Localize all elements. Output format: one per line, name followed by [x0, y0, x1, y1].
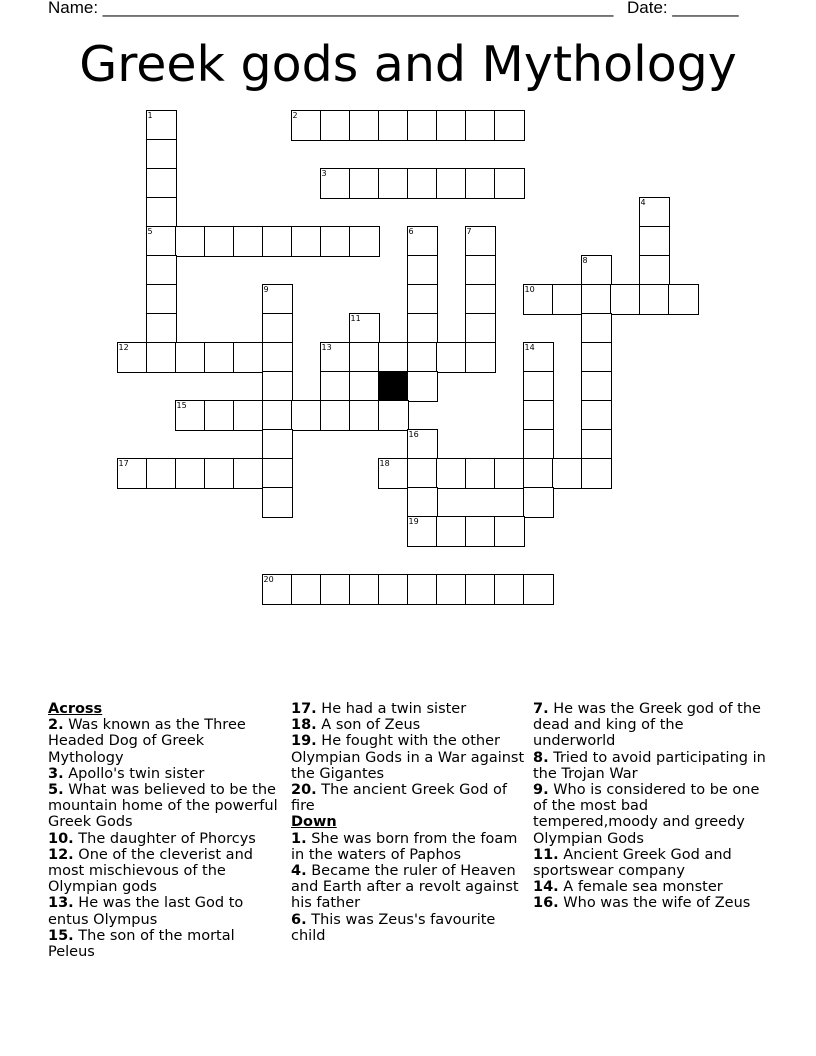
- clue-number: 3: [321, 168, 327, 178]
- grid-cell[interactable]: [407, 226, 438, 257]
- grid-cell[interactable]: [581, 284, 612, 315]
- grid-cell[interactable]: [465, 284, 496, 315]
- grid-cell[interactable]: [262, 284, 293, 315]
- grid-cell[interactable]: [407, 487, 438, 518]
- grid-cell[interactable]: [436, 342, 467, 373]
- grid-cell[interactable]: [407, 284, 438, 315]
- down-clue: 11. Ancient Greek God and sportswear company: [533, 846, 732, 880]
- grid-cell[interactable]: [494, 458, 525, 489]
- grid-cell[interactable]: [378, 110, 409, 141]
- grid-cell[interactable]: [494, 516, 525, 547]
- across-heading: Across: [48, 701, 103, 717]
- clue-number: 2: [292, 110, 298, 120]
- clue-number: 5: [147, 226, 153, 236]
- clue-number: 6: [408, 226, 414, 236]
- grid-cell[interactable]: [465, 168, 496, 199]
- grid-cell[interactable]: [523, 487, 554, 518]
- grid-cell[interactable]: [349, 313, 380, 344]
- grid-cell[interactable]: [465, 313, 496, 344]
- grid-cell[interactable]: [262, 574, 293, 605]
- clue-number: 12: [118, 342, 129, 352]
- grid-cell[interactable]: [436, 516, 467, 547]
- clue-number: 1: [147, 110, 153, 120]
- grid-cell[interactable]: [349, 574, 380, 605]
- grid-cell[interactable]: [320, 574, 351, 605]
- date-field[interactable]: Date: _______: [627, 0, 739, 17]
- clue-number: 7: [466, 226, 472, 236]
- down-clue: 1. She was born from the foam in the waters of Paphos: [291, 830, 518, 863]
- grid-cell[interactable]: [436, 168, 467, 199]
- grid-cell[interactable]: [262, 429, 293, 460]
- grid-cell[interactable]: [175, 226, 206, 257]
- grid-cell[interactable]: [233, 400, 264, 431]
- grid-cell[interactable]: [349, 371, 380, 402]
- across-clue: 3. Apollo's twin sister: [48, 765, 205, 782]
- clue-number: 13: [321, 342, 332, 352]
- grid-cell[interactable]: [465, 255, 496, 286]
- grid-cell[interactable]: [320, 110, 351, 141]
- grid-cell[interactable]: [465, 574, 496, 605]
- across-clue: 12. One of the cleverist and most mischievous of the Olympian gods: [48, 846, 253, 896]
- grid-cell[interactable]: [204, 342, 235, 373]
- across-clue: 13. He was the last God to entus Olympus: [48, 895, 244, 928]
- down-clue: 9. Who is considered to be one of the most bad tempered,moody and greedy Olympian Gods: [533, 782, 760, 847]
- clue-column-2: [291, 701, 527, 944]
- grid-cell[interactable]: [204, 458, 235, 489]
- grid-cell[interactable]: [117, 458, 148, 489]
- grid-cell[interactable]: [494, 574, 525, 605]
- grid-cell[interactable]: [668, 284, 699, 315]
- across-clue: 10. The daughter of Phorcys: [48, 830, 256, 847]
- across-clue: 19. He fought with the other Olympian Gods in a War against the Gigantes: [291, 733, 525, 782]
- grid-cell[interactable]: [175, 342, 206, 373]
- grid-cell[interactable]: [117, 342, 148, 373]
- grid-cell[interactable]: [349, 400, 380, 431]
- across-clue: 5. What was believed to be the mountain home of the powerful Greek Gods: [48, 782, 278, 831]
- grid-cell[interactable]: [407, 574, 438, 605]
- across-clue: 20. The ancient Greek God of fire: [291, 782, 507, 815]
- clue-number: 15: [176, 400, 187, 410]
- grid-cell[interactable]: [465, 226, 496, 257]
- grid-cell[interactable]: [523, 400, 554, 431]
- grid-cell[interactable]: [581, 400, 612, 431]
- grid-cell[interactable]: [146, 226, 177, 257]
- grid-cell[interactable]: [146, 313, 177, 344]
- grid-cell[interactable]: [639, 255, 670, 286]
- grid-cell[interactable]: [407, 371, 438, 402]
- grid-cell[interactable]: [436, 458, 467, 489]
- grid-cell[interactable]: [581, 429, 612, 460]
- across-clue: 2. Was known as the Three Headed Dog of Greek Mythology: [48, 717, 246, 766]
- grid-cell[interactable]: [320, 168, 351, 199]
- clue-number: 18: [379, 458, 390, 468]
- grid-cell[interactable]: [581, 342, 612, 373]
- clue-number: 9: [263, 284, 269, 294]
- grid-cell[interactable]: [349, 110, 380, 141]
- grid-cell[interactable]: [465, 458, 496, 489]
- clue-number: 8: [582, 255, 588, 265]
- grid-cell[interactable]: [320, 342, 351, 373]
- grid-cell[interactable]: [320, 400, 351, 431]
- grid-cell[interactable]: [291, 110, 322, 141]
- grid-cell[interactable]: [610, 284, 641, 315]
- grid-cell[interactable]: [175, 458, 206, 489]
- grid-cell[interactable]: [291, 226, 322, 257]
- down-clue: 16. Who was the wife of Zeus: [533, 895, 751, 912]
- down-clue: 7. He was the Greek god of the dead and king of the underworld: [533, 701, 761, 750]
- across-clue: 15. The son of the mortal Peleus: [48, 927, 235, 961]
- grid-cell[interactable]: [523, 458, 554, 489]
- grid-cell[interactable]: [262, 487, 293, 518]
- down-clue: 14. A female sea monster: [533, 879, 723, 896]
- grid-cell[interactable]: [262, 458, 293, 489]
- grid-cell[interactable]: [349, 168, 380, 199]
- grid-cell[interactable]: [262, 342, 293, 373]
- clue-number: 10: [524, 284, 535, 294]
- down-heading: Down: [291, 814, 337, 831]
- down-clue: 6. This was Zeus's favourite child: [291, 911, 496, 944]
- grid-cell[interactable]: [291, 574, 322, 605]
- grid-cell[interactable]: [523, 429, 554, 460]
- grid-cell-black: [378, 371, 409, 402]
- grid-cell[interactable]: [233, 226, 264, 257]
- grid-cell[interactable]: [407, 110, 438, 141]
- grid-cell[interactable]: [320, 371, 351, 402]
- grid-cell[interactable]: [494, 110, 525, 141]
- grid-cell[interactable]: [407, 342, 438, 373]
- grid-cell[interactable]: [204, 226, 235, 257]
- grid-cell[interactable]: [262, 400, 293, 431]
- clue-number: 19: [408, 516, 419, 526]
- grid-cell[interactable]: [436, 574, 467, 605]
- grid-cell[interactable]: [407, 516, 438, 547]
- clue-number: 14: [524, 342, 535, 352]
- grid-cell[interactable]: [407, 458, 438, 489]
- across-clue: 18. A son of Zeus: [291, 717, 421, 734]
- grid-cell[interactable]: [291, 400, 322, 431]
- grid-cell[interactable]: [146, 458, 177, 489]
- grid-cell[interactable]: [146, 342, 177, 373]
- clue-number: 11: [350, 313, 361, 323]
- clue-number: 17: [118, 458, 129, 468]
- clue-number: 4: [640, 197, 646, 207]
- grid-cell[interactable]: [465, 342, 496, 373]
- grid-cell[interactable]: [436, 110, 467, 141]
- grid-cell[interactable]: [378, 400, 409, 431]
- grid-cell[interactable]: [407, 255, 438, 286]
- grid-cell[interactable]: [262, 371, 293, 402]
- grid-cell[interactable]: [146, 284, 177, 315]
- clue-number: 16: [408, 429, 419, 439]
- clue-column-3: [533, 701, 769, 912]
- grid-cell[interactable]: [552, 458, 583, 489]
- grid-cell[interactable]: [523, 342, 554, 373]
- grid-cell[interactable]: [146, 197, 177, 228]
- grid-cell[interactable]: [233, 458, 264, 489]
- grid-cell[interactable]: [639, 226, 670, 257]
- grid-cell[interactable]: [581, 371, 612, 402]
- grid-cell[interactable]: [494, 168, 525, 199]
- grid-cell[interactable]: [233, 342, 264, 373]
- grid-cell[interactable]: [349, 342, 380, 373]
- name-field[interactable]: Name: ______________________________________________________: [48, 0, 614, 17]
- grid-cell[interactable]: [378, 342, 409, 373]
- grid-cell[interactable]: [581, 458, 612, 489]
- grid-cell[interactable]: [639, 197, 670, 228]
- grid-cell[interactable]: [204, 400, 235, 431]
- grid-cell[interactable]: [349, 226, 380, 257]
- grid-cell[interactable]: [146, 110, 177, 141]
- clue-number: 20: [263, 574, 274, 584]
- grid-cell[interactable]: [552, 284, 583, 315]
- grid-cell[interactable]: [407, 313, 438, 344]
- grid-cell[interactable]: [581, 255, 612, 286]
- grid-cell[interactable]: [523, 284, 554, 315]
- page-title: Greek gods and Mythology: [79, 36, 737, 93]
- grid-cell[interactable]: [639, 284, 670, 315]
- grid-cell[interactable]: [523, 574, 554, 605]
- grid-cell[interactable]: [465, 110, 496, 141]
- across-clue: 17. He had a twin sister: [291, 701, 467, 717]
- down-clue: 8. Tried to avoid participating in the Trojan War: [533, 749, 766, 782]
- grid-cell[interactable]: [523, 371, 554, 402]
- grid-cell[interactable]: [320, 226, 351, 257]
- grid-cell[interactable]: [146, 139, 177, 170]
- grid-cell[interactable]: [378, 574, 409, 605]
- clue-column-1: [48, 701, 284, 960]
- grid-cell[interactable]: [262, 226, 293, 257]
- grid-cell[interactable]: [581, 313, 612, 344]
- grid-cell[interactable]: [146, 255, 177, 286]
- grid-cell[interactable]: [378, 458, 409, 489]
- grid-cell[interactable]: [262, 313, 293, 344]
- grid-cell[interactable]: [378, 168, 409, 199]
- grid-cell[interactable]: [175, 400, 206, 431]
- grid-cell[interactable]: [407, 429, 438, 460]
- grid-cell[interactable]: [407, 168, 438, 199]
- grid-cell[interactable]: [146, 168, 177, 199]
- grid-cell[interactable]: [465, 516, 496, 547]
- down-clue: 4. Became the ruler of Heaven and Earth after a revolt against his father: [291, 863, 519, 912]
